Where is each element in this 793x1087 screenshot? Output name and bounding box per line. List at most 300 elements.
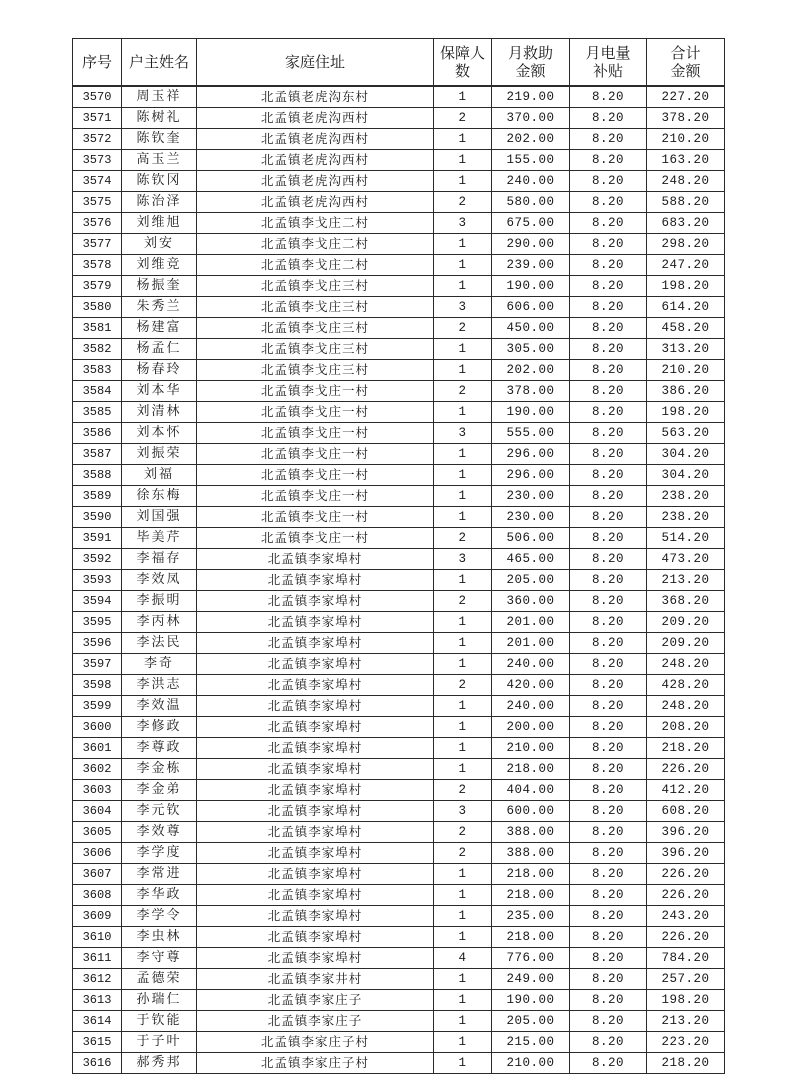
- table-row: [73, 990, 725, 1011]
- cell-electricity-subsidy: 8.20: [570, 465, 647, 486]
- cell-covered-persons: 2: [434, 843, 492, 864]
- cell-covered-persons: 1: [434, 990, 492, 1011]
- cell-monthly-relief: 465.00: [492, 549, 570, 570]
- cell-seq: 3613: [73, 990, 122, 1011]
- table-row: [73, 381, 725, 402]
- cell-householder-name: 李法民: [122, 633, 197, 654]
- cell-home-address: 北孟镇李家埠村: [197, 843, 434, 864]
- table-row: [73, 801, 725, 822]
- cell-monthly-relief: 190.00: [492, 990, 570, 1011]
- table-row: [73, 486, 725, 507]
- cell-total-amount: 396.20: [647, 843, 725, 864]
- cell-home-address: 北孟镇李戈庄一村: [197, 528, 434, 549]
- cell-total-amount: 247.20: [647, 255, 725, 276]
- table-row: [73, 1032, 725, 1053]
- table-row: [73, 171, 725, 192]
- cell-home-address: 北孟镇李家埠村: [197, 591, 434, 612]
- cell-seq: 3594: [73, 591, 122, 612]
- cell-covered-persons: 2: [434, 780, 492, 801]
- cell-electricity-subsidy: 8.20: [570, 318, 647, 339]
- cell-total-amount: 198.20: [647, 402, 725, 423]
- cell-total-amount: 683.20: [647, 213, 725, 234]
- cell-seq: 3600: [73, 717, 122, 738]
- cell-householder-name: 李常进: [122, 864, 197, 885]
- cell-covered-persons: 1: [434, 864, 492, 885]
- cell-electricity-subsidy: 8.20: [570, 1011, 647, 1032]
- cell-monthly-relief: 555.00: [492, 423, 570, 444]
- cell-electricity-subsidy: 8.20: [570, 234, 647, 255]
- cell-total-amount: 198.20: [647, 990, 725, 1011]
- cell-electricity-subsidy: 8.20: [570, 906, 647, 927]
- cell-electricity-subsidy: 8.20: [570, 675, 647, 696]
- cell-householder-name: 李元钦: [122, 801, 197, 822]
- cell-householder-name: 李修政: [122, 717, 197, 738]
- cell-total-amount: 213.20: [647, 570, 725, 591]
- cell-householder-name: 郝秀邦: [122, 1053, 197, 1074]
- cell-home-address: 北孟镇李家埠村: [197, 717, 434, 738]
- cell-householder-name: 李福存: [122, 549, 197, 570]
- cell-home-address: 北孟镇李家埠村: [197, 654, 434, 675]
- cell-electricity-subsidy: 8.20: [570, 717, 647, 738]
- cell-electricity-subsidy: 8.20: [570, 129, 647, 150]
- cell-covered-persons: 1: [434, 1053, 492, 1074]
- cell-seq: 3602: [73, 759, 122, 780]
- cell-monthly-relief: 420.00: [492, 675, 570, 696]
- cell-householder-name: 陈钦冈: [122, 171, 197, 192]
- cell-total-amount: 209.20: [647, 612, 725, 633]
- table-row: [73, 654, 725, 675]
- cell-electricity-subsidy: 8.20: [570, 759, 647, 780]
- table-row: [73, 780, 725, 801]
- cell-seq: 3584: [73, 381, 122, 402]
- cell-monthly-relief: 296.00: [492, 444, 570, 465]
- table-row: [73, 549, 725, 570]
- cell-electricity-subsidy: 8.20: [570, 591, 647, 612]
- table-row: [73, 213, 725, 234]
- cell-electricity-subsidy: 8.20: [570, 738, 647, 759]
- cell-electricity-subsidy: 8.20: [570, 171, 647, 192]
- cell-seq: 3606: [73, 843, 122, 864]
- cell-householder-name: 陈钦奎: [122, 129, 197, 150]
- cell-total-amount: 614.20: [647, 297, 725, 318]
- cell-electricity-subsidy: 8.20: [570, 381, 647, 402]
- cell-electricity-subsidy: 8.20: [570, 801, 647, 822]
- cell-monthly-relief: 360.00: [492, 591, 570, 612]
- table-body: [73, 86, 725, 1074]
- cell-monthly-relief: 235.00: [492, 906, 570, 927]
- table-row: [73, 297, 725, 318]
- cell-total-amount: 227.20: [647, 86, 725, 108]
- cell-covered-persons: 1: [434, 255, 492, 276]
- cell-householder-name: 周玉祥: [122, 86, 197, 108]
- cell-householder-name: 陈治泽: [122, 192, 197, 213]
- cell-monthly-relief: 240.00: [492, 171, 570, 192]
- table-row: [73, 633, 725, 654]
- cell-covered-persons: 1: [434, 1011, 492, 1032]
- cell-householder-name: 刘维竞: [122, 255, 197, 276]
- cell-seq: 3581: [73, 318, 122, 339]
- table-row: [73, 843, 725, 864]
- cell-monthly-relief: 230.00: [492, 486, 570, 507]
- cell-electricity-subsidy: 8.20: [570, 86, 647, 108]
- cell-electricity-subsidy: 8.20: [570, 570, 647, 591]
- cell-seq: 3607: [73, 864, 122, 885]
- cell-householder-name: 李奇: [122, 654, 197, 675]
- table-row: [73, 948, 725, 969]
- cell-total-amount: 210.20: [647, 360, 725, 381]
- cell-home-address: 北孟镇李戈庄三村: [197, 318, 434, 339]
- cell-monthly-relief: 388.00: [492, 843, 570, 864]
- table-row: [73, 591, 725, 612]
- cell-home-address: 北孟镇老虎沟西村: [197, 192, 434, 213]
- cell-seq: 3589: [73, 486, 122, 507]
- cell-householder-name: 陈树礼: [122, 108, 197, 129]
- cell-covered-persons: 1: [434, 234, 492, 255]
- cell-seq: 3571: [73, 108, 122, 129]
- cell-seq: 3576: [73, 213, 122, 234]
- cell-householder-name: 刘本华: [122, 381, 197, 402]
- cell-electricity-subsidy: 8.20: [570, 528, 647, 549]
- cell-seq: 3579: [73, 276, 122, 297]
- cell-householder-name: 于子叶: [122, 1032, 197, 1053]
- table-row: [73, 696, 725, 717]
- cell-monthly-relief: 290.00: [492, 234, 570, 255]
- cell-total-amount: 243.20: [647, 906, 725, 927]
- cell-seq: 3577: [73, 234, 122, 255]
- cell-householder-name: 朱秀兰: [122, 297, 197, 318]
- table-row: [73, 717, 725, 738]
- cell-home-address: 北孟镇李戈庄三村: [197, 339, 434, 360]
- cell-monthly-relief: 210.00: [492, 738, 570, 759]
- cell-home-address: 北孟镇李家埠村: [197, 885, 434, 906]
- cell-seq: 3580: [73, 297, 122, 318]
- cell-householder-name: 刘福: [122, 465, 197, 486]
- cell-monthly-relief: 240.00: [492, 696, 570, 717]
- cell-covered-persons: 2: [434, 192, 492, 213]
- cell-householder-name: 孙瑞仁: [122, 990, 197, 1011]
- cell-covered-persons: 1: [434, 696, 492, 717]
- cell-seq: 3583: [73, 360, 122, 381]
- cell-covered-persons: 2: [434, 108, 492, 129]
- cell-covered-persons: 1: [434, 444, 492, 465]
- cell-electricity-subsidy: 8.20: [570, 339, 647, 360]
- cell-covered-persons: 1: [434, 465, 492, 486]
- cell-home-address: 北孟镇李戈庄二村: [197, 234, 434, 255]
- cell-monthly-relief: 219.00: [492, 86, 570, 108]
- cell-home-address: 北孟镇李家埠村: [197, 549, 434, 570]
- cell-covered-persons: 4: [434, 948, 492, 969]
- cell-home-address: 北孟镇李家埠村: [197, 906, 434, 927]
- table-row: [73, 906, 725, 927]
- cell-householder-name: 李守尊: [122, 948, 197, 969]
- cell-seq: 3599: [73, 696, 122, 717]
- cell-electricity-subsidy: 8.20: [570, 864, 647, 885]
- cell-monthly-relief: 205.00: [492, 1011, 570, 1032]
- cell-total-amount: 514.20: [647, 528, 725, 549]
- cell-total-amount: 396.20: [647, 822, 725, 843]
- cell-householder-name: 李振明: [122, 591, 197, 612]
- cell-householder-name: 刘维旭: [122, 213, 197, 234]
- cell-total-amount: 428.20: [647, 675, 725, 696]
- cell-home-address: 北孟镇李家埠村: [197, 696, 434, 717]
- cell-seq: 3570: [73, 86, 122, 108]
- cell-total-amount: 226.20: [647, 885, 725, 906]
- cell-home-address: 北孟镇李戈庄一村: [197, 381, 434, 402]
- cell-covered-persons: 1: [434, 612, 492, 633]
- cell-electricity-subsidy: 8.20: [570, 1053, 647, 1074]
- cell-seq: 3598: [73, 675, 122, 696]
- cell-home-address: 北孟镇李家埠村: [197, 675, 434, 696]
- cell-electricity-subsidy: 8.20: [570, 549, 647, 570]
- cell-monthly-relief: 580.00: [492, 192, 570, 213]
- cell-seq: 3578: [73, 255, 122, 276]
- cell-covered-persons: 1: [434, 1032, 492, 1053]
- cell-home-address: 北孟镇老虎沟东村: [197, 86, 434, 108]
- cell-home-address: 北孟镇李家庄子: [197, 990, 434, 1011]
- cell-seq: 3588: [73, 465, 122, 486]
- cell-electricity-subsidy: 8.20: [570, 780, 647, 801]
- cell-home-address: 北孟镇李戈庄一村: [197, 486, 434, 507]
- cell-total-amount: 784.20: [647, 948, 725, 969]
- cell-monthly-relief: 202.00: [492, 129, 570, 150]
- cell-householder-name: 刘振荣: [122, 444, 197, 465]
- cell-home-address: 北孟镇李家井村: [197, 969, 434, 990]
- table-row: [73, 318, 725, 339]
- cell-home-address: 北孟镇李家庄子: [197, 1011, 434, 1032]
- cell-monthly-relief: 378.00: [492, 381, 570, 402]
- cell-monthly-relief: 370.00: [492, 108, 570, 129]
- table-row: [73, 465, 725, 486]
- cell-seq: 3614: [73, 1011, 122, 1032]
- cell-home-address: 北孟镇李家埠村: [197, 570, 434, 591]
- cell-householder-name: 杨春玲: [122, 360, 197, 381]
- table-row: [73, 1011, 725, 1032]
- cell-householder-name: 李学度: [122, 843, 197, 864]
- cell-electricity-subsidy: 8.20: [570, 969, 647, 990]
- cell-seq: 3590: [73, 507, 122, 528]
- header-covered-persons: 保障人数: [434, 39, 492, 87]
- cell-total-amount: 368.20: [647, 591, 725, 612]
- header-seq: 序号: [73, 39, 122, 87]
- cell-seq: 3573: [73, 150, 122, 171]
- cell-monthly-relief: 776.00: [492, 948, 570, 969]
- cell-covered-persons: 1: [434, 759, 492, 780]
- cell-total-amount: 304.20: [647, 465, 725, 486]
- cell-seq: 3591: [73, 528, 122, 549]
- cell-seq: 3608: [73, 885, 122, 906]
- cell-total-amount: 248.20: [647, 654, 725, 675]
- cell-total-amount: 386.20: [647, 381, 725, 402]
- cell-seq: 3575: [73, 192, 122, 213]
- cell-covered-persons: 1: [434, 86, 492, 108]
- cell-householder-name: 李洪志: [122, 675, 197, 696]
- cell-electricity-subsidy: 8.20: [570, 255, 647, 276]
- cell-total-amount: 163.20: [647, 150, 725, 171]
- cell-seq: 3596: [73, 633, 122, 654]
- cell-electricity-subsidy: 8.20: [570, 948, 647, 969]
- cell-home-address: 北孟镇李戈庄一村: [197, 507, 434, 528]
- cell-seq: 3615: [73, 1032, 122, 1053]
- cell-electricity-subsidy: 8.20: [570, 213, 647, 234]
- cell-home-address: 北孟镇李家埠村: [197, 801, 434, 822]
- cell-electricity-subsidy: 8.20: [570, 612, 647, 633]
- table-row: [73, 612, 725, 633]
- cell-electricity-subsidy: 8.20: [570, 633, 647, 654]
- cell-seq: 3574: [73, 171, 122, 192]
- cell-seq: 3611: [73, 948, 122, 969]
- cell-home-address: 北孟镇李戈庄三村: [197, 360, 434, 381]
- cell-monthly-relief: 200.00: [492, 717, 570, 738]
- table-row: [73, 1053, 725, 1074]
- cell-covered-persons: 1: [434, 360, 492, 381]
- cell-electricity-subsidy: 8.20: [570, 150, 647, 171]
- cell-total-amount: 608.20: [647, 801, 725, 822]
- cell-home-address: 北孟镇李戈庄二村: [197, 213, 434, 234]
- table-row: [73, 675, 725, 696]
- cell-monthly-relief: 296.00: [492, 465, 570, 486]
- cell-total-amount: 198.20: [647, 276, 725, 297]
- table-row: [73, 507, 725, 528]
- cell-covered-persons: 2: [434, 381, 492, 402]
- cell-total-amount: 313.20: [647, 339, 725, 360]
- cell-seq: 3595: [73, 612, 122, 633]
- cell-monthly-relief: 249.00: [492, 969, 570, 990]
- cell-householder-name: 高玉兰: [122, 150, 197, 171]
- header-home-address: 家庭住址: [197, 39, 434, 87]
- cell-covered-persons: 1: [434, 150, 492, 171]
- cell-total-amount: 223.20: [647, 1032, 725, 1053]
- cell-covered-persons: 1: [434, 927, 492, 948]
- header-row: [73, 39, 725, 87]
- cell-total-amount: 226.20: [647, 927, 725, 948]
- cell-electricity-subsidy: 8.20: [570, 444, 647, 465]
- cell-seq: 3601: [73, 738, 122, 759]
- cell-monthly-relief: 506.00: [492, 528, 570, 549]
- cell-total-amount: 218.20: [647, 738, 725, 759]
- cell-monthly-relief: 205.00: [492, 570, 570, 591]
- cell-householder-name: 于钦能: [122, 1011, 197, 1032]
- cell-monthly-relief: 388.00: [492, 822, 570, 843]
- cell-covered-persons: 2: [434, 528, 492, 549]
- cell-covered-persons: 1: [434, 486, 492, 507]
- cell-electricity-subsidy: 8.20: [570, 402, 647, 423]
- table-row: [73, 822, 725, 843]
- cell-total-amount: 563.20: [647, 423, 725, 444]
- cell-householder-name: 刘本怀: [122, 423, 197, 444]
- cell-monthly-relief: 190.00: [492, 402, 570, 423]
- cell-seq: 3582: [73, 339, 122, 360]
- cell-covered-persons: 1: [434, 339, 492, 360]
- cell-householder-name: 李效尊: [122, 822, 197, 843]
- cell-monthly-relief: 450.00: [492, 318, 570, 339]
- cell-seq: 3609: [73, 906, 122, 927]
- cell-monthly-relief: 305.00: [492, 339, 570, 360]
- cell-seq: 3593: [73, 570, 122, 591]
- table-row: [73, 402, 725, 423]
- table-row: [73, 528, 725, 549]
- cell-covered-persons: 1: [434, 276, 492, 297]
- cell-home-address: 北孟镇老虎沟西村: [197, 150, 434, 171]
- cell-seq: 3605: [73, 822, 122, 843]
- cell-electricity-subsidy: 8.20: [570, 360, 647, 381]
- cell-home-address: 北孟镇李戈庄三村: [197, 297, 434, 318]
- cell-covered-persons: 1: [434, 633, 492, 654]
- cell-total-amount: 248.20: [647, 171, 725, 192]
- cell-home-address: 北孟镇老虎沟西村: [197, 171, 434, 192]
- cell-covered-persons: 2: [434, 822, 492, 843]
- cell-covered-persons: 1: [434, 507, 492, 528]
- cell-electricity-subsidy: 8.20: [570, 696, 647, 717]
- cell-total-amount: 257.20: [647, 969, 725, 990]
- cell-seq: 3604: [73, 801, 122, 822]
- cell-home-address: 北孟镇李家埠村: [197, 738, 434, 759]
- cell-home-address: 北孟镇李家埠村: [197, 864, 434, 885]
- cell-home-address: 北孟镇李家埠村: [197, 927, 434, 948]
- cell-covered-persons: 1: [434, 969, 492, 990]
- cell-electricity-subsidy: 8.20: [570, 423, 647, 444]
- cell-householder-name: 李金栋: [122, 759, 197, 780]
- cell-covered-persons: 1: [434, 129, 492, 150]
- cell-home-address: 北孟镇李家埠村: [197, 759, 434, 780]
- cell-householder-name: 李华政: [122, 885, 197, 906]
- cell-monthly-relief: 606.00: [492, 297, 570, 318]
- cell-electricity-subsidy: 8.20: [570, 486, 647, 507]
- cell-total-amount: 210.20: [647, 129, 725, 150]
- cell-electricity-subsidy: 8.20: [570, 654, 647, 675]
- cell-home-address: 北孟镇李戈庄三村: [197, 276, 434, 297]
- table-row: [73, 276, 725, 297]
- cell-electricity-subsidy: 8.20: [570, 990, 647, 1011]
- cell-total-amount: 238.20: [647, 486, 725, 507]
- cell-home-address: 北孟镇李家埠村: [197, 633, 434, 654]
- cell-seq: 3586: [73, 423, 122, 444]
- cell-householder-name: 杨建富: [122, 318, 197, 339]
- cell-total-amount: 588.20: [647, 192, 725, 213]
- cell-home-address: 北孟镇老虎沟西村: [197, 108, 434, 129]
- cell-seq: 3603: [73, 780, 122, 801]
- cell-seq: 3610: [73, 927, 122, 948]
- cell-total-amount: 226.20: [647, 759, 725, 780]
- cell-home-address: 北孟镇李戈庄一村: [197, 444, 434, 465]
- cell-householder-name: 刘清林: [122, 402, 197, 423]
- cell-monthly-relief: 218.00: [492, 864, 570, 885]
- table-row: [73, 570, 725, 591]
- table-row: [73, 969, 725, 990]
- cell-monthly-relief: 600.00: [492, 801, 570, 822]
- table-row: [73, 885, 725, 906]
- cell-total-amount: 412.20: [647, 780, 725, 801]
- cell-covered-persons: 3: [434, 213, 492, 234]
- cell-householder-name: 李丙林: [122, 612, 197, 633]
- cell-seq: 3597: [73, 654, 122, 675]
- cell-covered-persons: 2: [434, 591, 492, 612]
- cell-monthly-relief: 218.00: [492, 759, 570, 780]
- cell-householder-name: 李尊政: [122, 738, 197, 759]
- cell-householder-name: 孟德荣: [122, 969, 197, 990]
- cell-householder-name: 刘安: [122, 234, 197, 255]
- cell-householder-name: 杨振奎: [122, 276, 197, 297]
- cell-covered-persons: 1: [434, 717, 492, 738]
- cell-covered-persons: 3: [434, 549, 492, 570]
- cell-total-amount: 248.20: [647, 696, 725, 717]
- cell-total-amount: 458.20: [647, 318, 725, 339]
- table-row: [73, 864, 725, 885]
- cell-total-amount: 378.20: [647, 108, 725, 129]
- cell-total-amount: 473.20: [647, 549, 725, 570]
- cell-covered-persons: 1: [434, 402, 492, 423]
- table-row: [73, 339, 725, 360]
- cell-covered-persons: 3: [434, 801, 492, 822]
